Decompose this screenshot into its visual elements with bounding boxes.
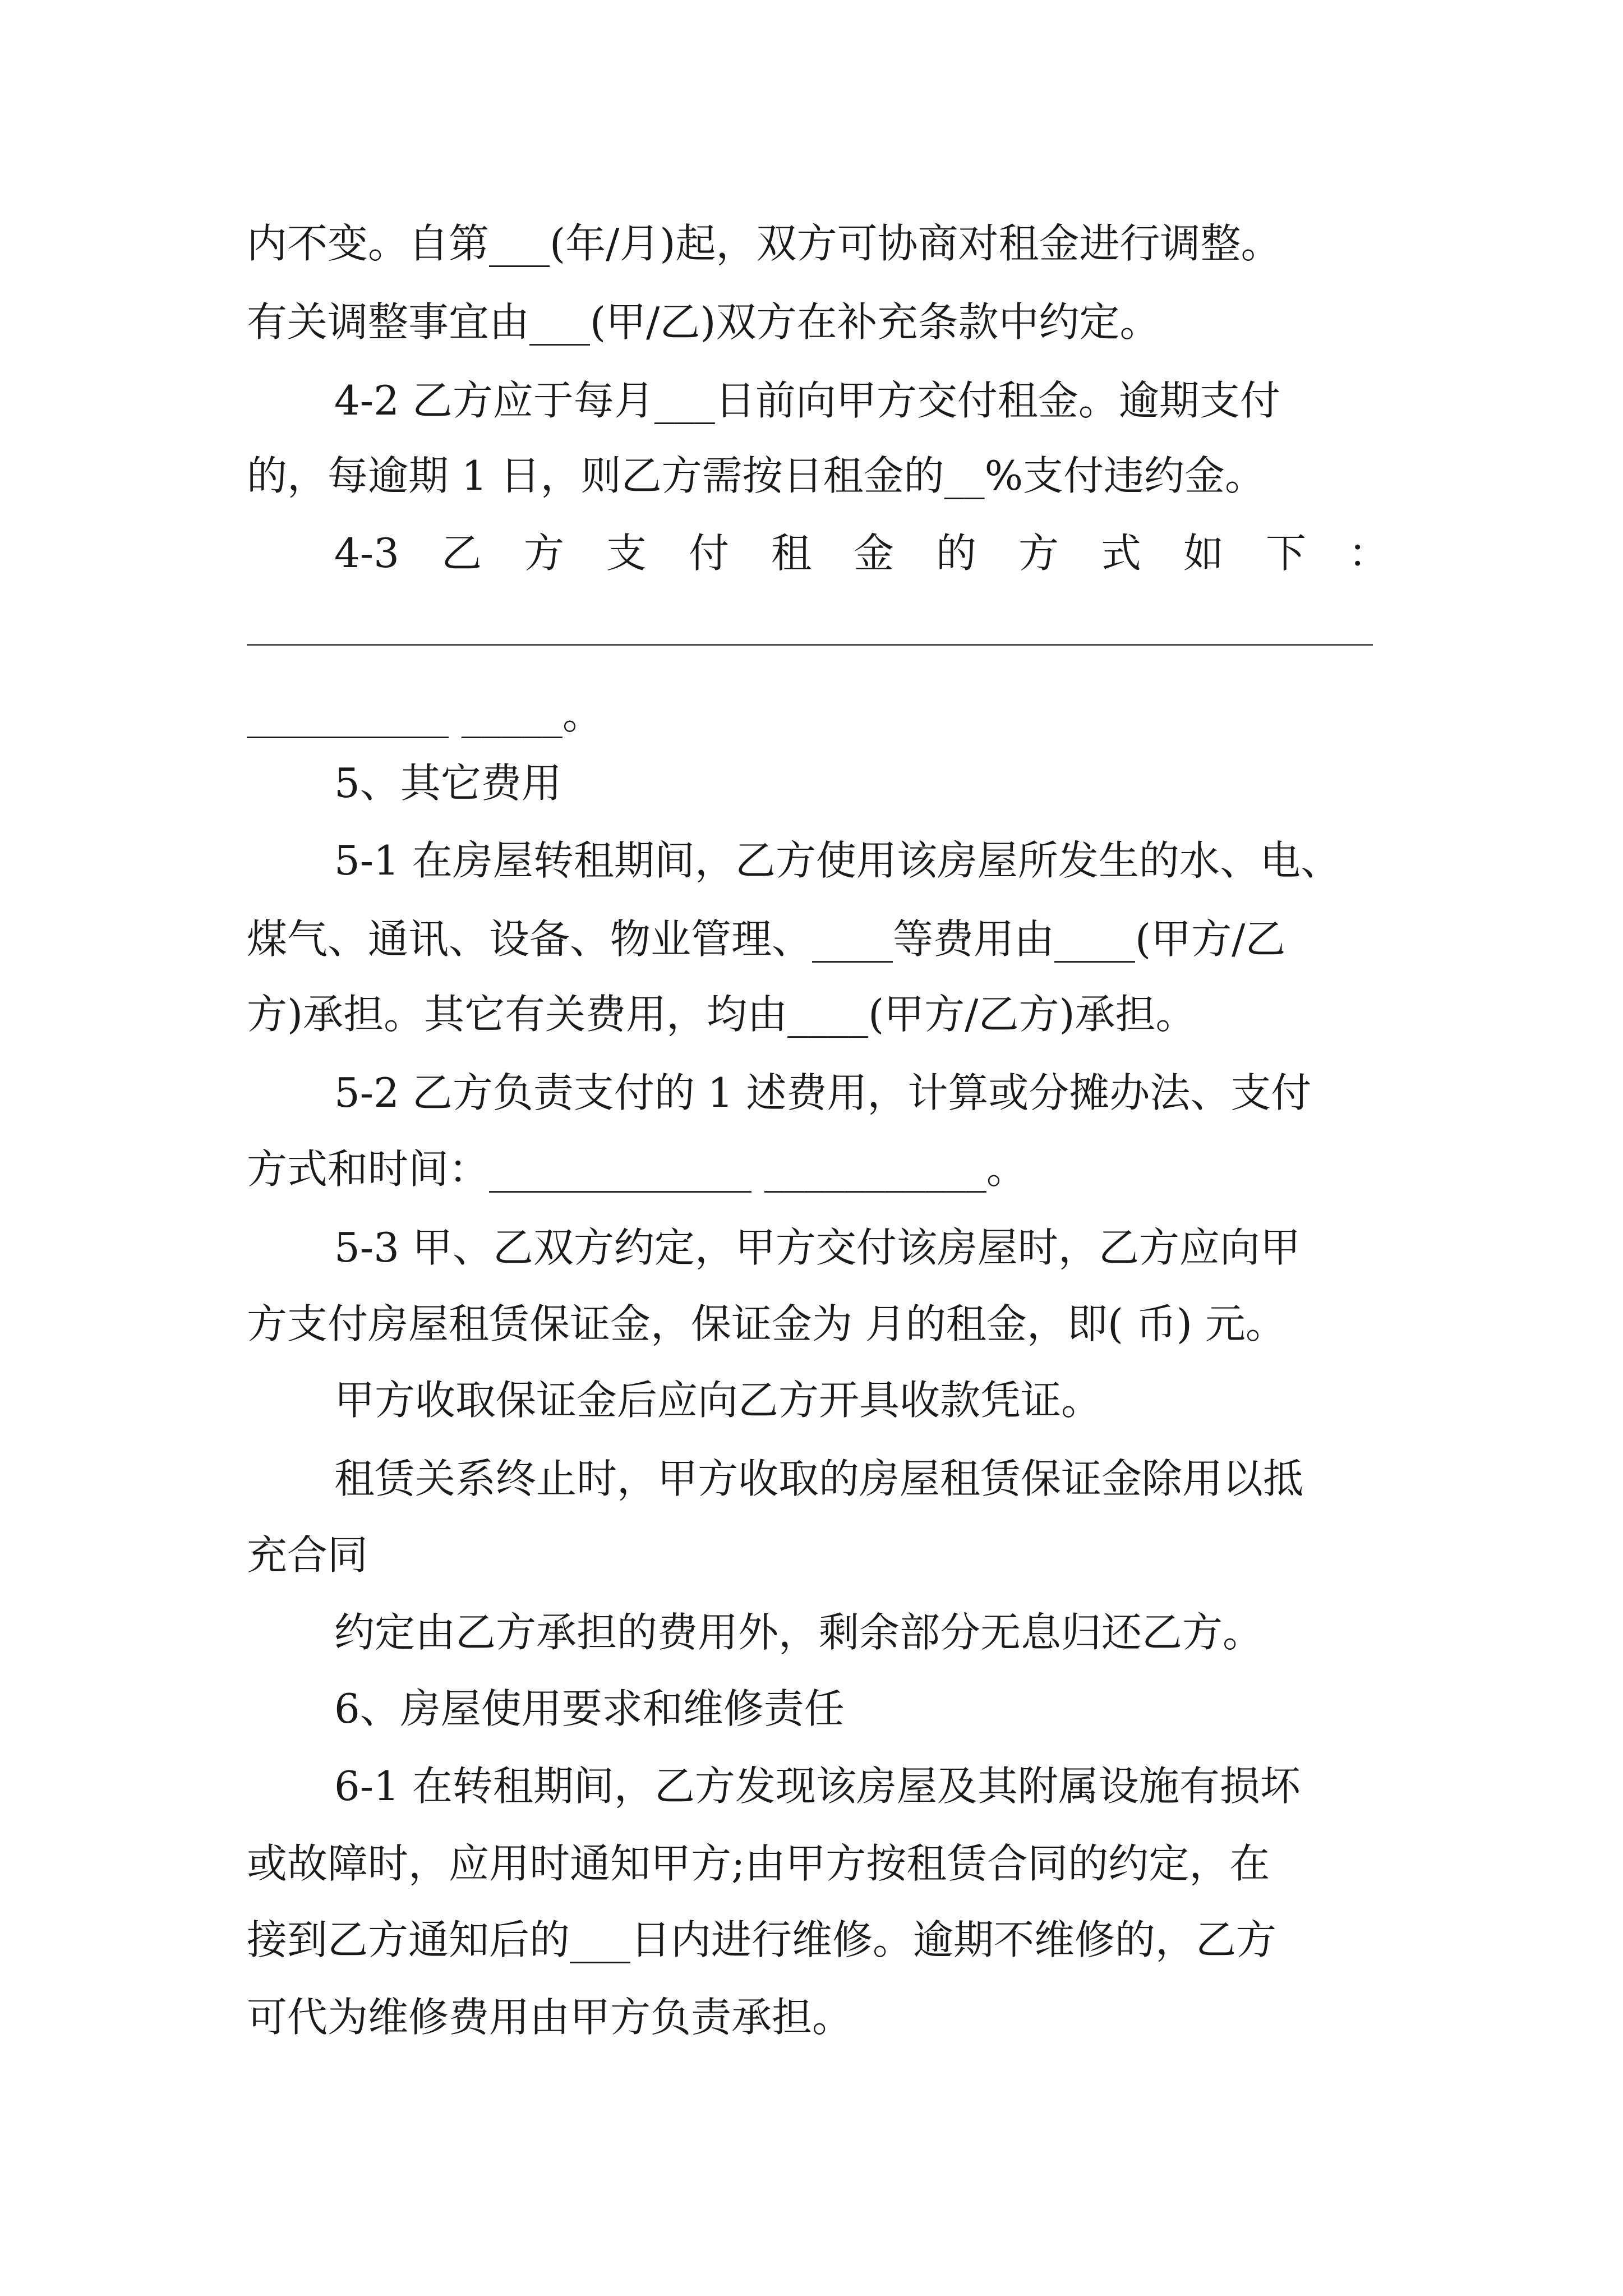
spaced-char: 下 — [1265, 530, 1306, 577]
fill-in-blank-line — [247, 644, 1373, 646]
spaced-char: ： — [1348, 530, 1389, 577]
text-line: 内不变。自第___(年/月)起，双方可协商对租金进行调整。 — [247, 220, 1281, 267]
spaced-char: 乙 — [441, 530, 482, 577]
spaced-char: 金 — [853, 530, 894, 577]
spaced-char: 的 — [935, 530, 976, 577]
text-line: 方支付房屋租赁保证金，保证金为 月的租金，即( 币) 元。 — [247, 1300, 1286, 1347]
text-line: 的，每逾期 1 日，则乙方需按日租金的__%支付违约金。 — [247, 452, 1265, 499]
text-line: 5-2 乙方负责支付的 1 述费用，计算或分摊办法、支付 — [334, 1069, 1312, 1116]
text-line: 甲方收取保证金后应向乙方开具收款凭证。 — [334, 1377, 1102, 1424]
text-line: 5-1 在房屋转租期间，乙方使用该房屋所发生的水、电、 — [334, 837, 1341, 884]
text-line: 约定由乙方承担的费用外，剩余部分无息归还乙方。 — [334, 1609, 1264, 1656]
text-line: 煤气、通讯、设备、物业管理、____等费用由____(甲方/乙 — [247, 915, 1286, 963]
spaced-char: 式 — [1100, 530, 1141, 577]
text-line: 6-1 在转租期间，乙方发现该房屋及其附属设施有损坏 — [334, 1763, 1301, 1810]
text-line: 或故障时，应用时通知甲方;由甲方按租赁合同的约定，在 — [247, 1840, 1270, 1887]
spaced-char: 租 — [771, 530, 811, 577]
text-line: 充合同 — [247, 1531, 368, 1579]
section-heading: 6、房屋使用要求和维修责任 — [334, 1685, 845, 1732]
clause-number: 4-3 — [334, 530, 399, 577]
text-line: 5-3 甲、乙双方约定，甲方交付该房屋时，乙方应向甲 — [334, 1224, 1301, 1271]
payment-method-heading — [334, 526, 1389, 580]
text-line: 方)承担。其它有关费用，均由____(甲方/乙方)承担。 — [247, 991, 1196, 1038]
text-line: 有关调整事宜由___(甲/乙)双方在补充条款中约定。 — [247, 298, 1160, 346]
text-line: 方式和时间：_____________ ___________。 — [247, 1145, 1027, 1193]
text-line: 4-2 乙方应于每月___日前向甲方交付租金。逾期支付 — [334, 377, 1280, 424]
spaced-char: 付 — [688, 530, 729, 577]
spaced-char: 如 — [1183, 530, 1224, 577]
text-line: 租赁关系终止时，甲方收取的房屋租赁保证金除用以抵 — [334, 1455, 1304, 1502]
section-heading: 5、其它费用 — [334, 760, 562, 807]
text-line: 可代为维修费用由甲方负责承担。 — [247, 1994, 853, 2041]
text-line: __________ _____。 — [247, 691, 603, 738]
spaced-char: 方 — [523, 530, 564, 577]
text-line: 接到乙方通知后的___日内进行维修。逾期不维修的，乙方 — [247, 1916, 1277, 1963]
spaced-char: 方 — [1018, 530, 1059, 577]
spaced-char: 支 — [606, 530, 647, 577]
